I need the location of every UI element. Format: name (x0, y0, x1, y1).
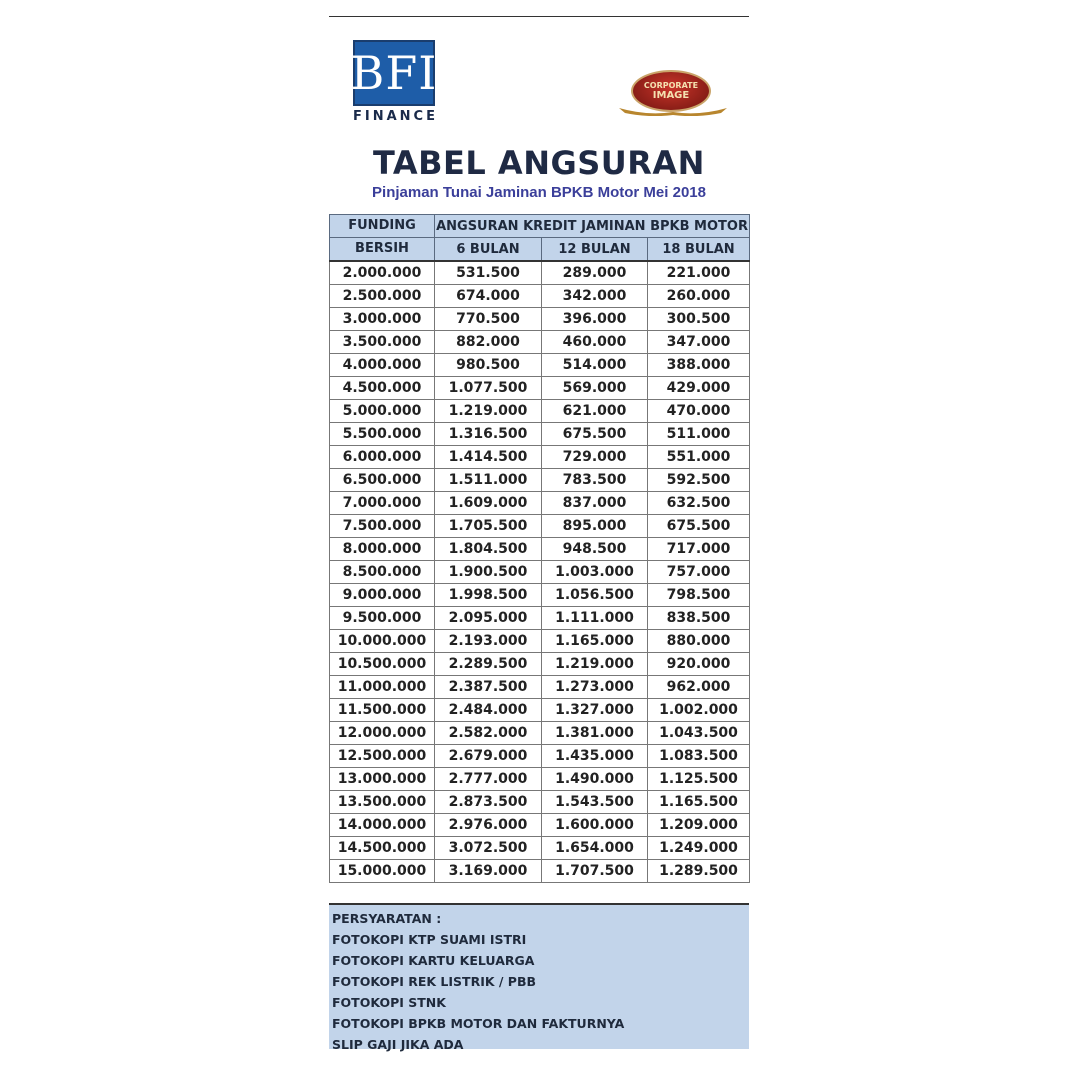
funding-cell: 11.000.000 (330, 676, 435, 699)
installment-cell: 260.000 (648, 285, 750, 308)
installment-cell: 221.000 (648, 261, 750, 285)
installment-cell: 1.327.000 (542, 699, 648, 722)
header-funding-bottom: BERSIH (330, 238, 435, 262)
funding-cell: 4.500.000 (330, 377, 435, 400)
table-row (330, 331, 750, 354)
installment-cell: 980.500 (435, 354, 542, 377)
table-row (330, 745, 750, 768)
table-row (330, 308, 750, 331)
table-row (330, 377, 750, 400)
installment-cell: 962.000 (648, 676, 750, 699)
installment-cell: 1.209.000 (648, 814, 750, 837)
requirement-item: FOTOKOPI KARTU KELUARGA (332, 953, 535, 968)
table-row (330, 791, 750, 814)
installment-cell: 2.387.500 (435, 676, 542, 699)
table-row (330, 492, 750, 515)
installment-cell: 837.000 (542, 492, 648, 515)
table-row (330, 607, 750, 630)
installment-cell: 729.000 (542, 446, 648, 469)
funding-cell: 14.000.000 (330, 814, 435, 837)
table-row (330, 722, 750, 745)
table-row (330, 285, 750, 308)
installment-cell: 1.381.000 (542, 722, 648, 745)
installment-cell: 347.000 (648, 331, 750, 354)
installment-cell: 1.056.500 (542, 584, 648, 607)
funding-cell: 15.000.000 (330, 860, 435, 883)
installment-cell: 798.500 (648, 584, 750, 607)
table-row (330, 676, 750, 699)
table-row (330, 561, 750, 584)
installment-cell: 920.000 (648, 653, 750, 676)
funding-cell: 12.500.000 (330, 745, 435, 768)
installment-cell: 1.998.500 (435, 584, 542, 607)
corporate-image-award-badge (617, 66, 729, 126)
installment-cell: 2.777.000 (435, 768, 542, 791)
funding-cell: 11.500.000 (330, 699, 435, 722)
installment-cell: 2.873.500 (435, 791, 542, 814)
installment-cell: 1.705.500 (435, 515, 542, 538)
requirement-item: FOTOKOPI BPKB MOTOR DAN FAKTURNYA (332, 1016, 625, 1031)
header-group: ANGSURAN KREDIT JAMINAN BPKB MOTOR (435, 215, 750, 238)
installment-cell: 531.500 (435, 261, 542, 285)
installment-cell: 632.500 (648, 492, 750, 515)
funding-cell: 4.000.000 (330, 354, 435, 377)
requirement-item: FOTOKOPI KTP SUAMI ISTRI (332, 932, 527, 947)
installment-cell: 1.804.500 (435, 538, 542, 561)
requirements-box (329, 903, 749, 1052)
installment-cell: 342.000 (542, 285, 648, 308)
table-row (330, 653, 750, 676)
installment-cell: 300.500 (648, 308, 750, 331)
funding-cell: 6.000.000 (330, 446, 435, 469)
installment-cell: 895.000 (542, 515, 648, 538)
installment-cell: 1.043.500 (648, 722, 750, 745)
funding-cell: 5.500.000 (330, 423, 435, 446)
installment-cell: 838.500 (648, 607, 750, 630)
installment-cell: 2.095.000 (435, 607, 542, 630)
table-row (330, 515, 750, 538)
installment-table (329, 214, 750, 883)
installment-cell: 621.000 (542, 400, 648, 423)
installment-cell: 2.193.000 (435, 630, 542, 653)
installment-cell: 1.654.000 (542, 837, 648, 860)
table-row (330, 261, 750, 285)
installment-cell: 1.165.500 (648, 791, 750, 814)
table-row (330, 469, 750, 492)
table-row (330, 400, 750, 423)
installment-cell: 1.111.000 (542, 607, 648, 630)
installment-cell: 470.000 (648, 400, 750, 423)
installment-cell: 2.484.000 (435, 699, 542, 722)
installment-cell: 514.000 (542, 354, 648, 377)
installment-cell: 396.000 (542, 308, 648, 331)
table-row (330, 354, 750, 377)
installment-cell: 1.316.500 (435, 423, 542, 446)
installment-cell: 770.500 (435, 308, 542, 331)
installment-cell: 1.165.000 (542, 630, 648, 653)
page-subtitle: Pinjaman Tunai Jaminan BPKB Motor Mei 2018 (372, 184, 706, 201)
bfi-finance-logo (351, 40, 439, 128)
header-col-6: 6 BULAN (435, 238, 542, 262)
requirements-heading: PERSYARATAN : (332, 911, 442, 926)
installment-cell: 1.219.000 (435, 400, 542, 423)
funding-cell: 2.500.000 (330, 285, 435, 308)
table-row (330, 630, 750, 653)
funding-cell: 2.000.000 (330, 261, 435, 285)
installment-cell: 2.289.500 (435, 653, 542, 676)
installment-cell: 1.490.000 (542, 768, 648, 791)
installment-cell: 1.414.500 (435, 446, 542, 469)
installment-cell: 592.500 (648, 469, 750, 492)
table-body (330, 261, 750, 883)
table-row (330, 814, 750, 837)
installment-cell: 675.500 (542, 423, 648, 446)
funding-cell: 9.000.000 (330, 584, 435, 607)
table-row (330, 446, 750, 469)
top-divider (329, 16, 749, 17)
award-ribbon-icon (617, 104, 729, 116)
header-col-18: 18 BULAN (648, 238, 750, 262)
installment-cell: 289.000 (542, 261, 648, 285)
installment-cell: 1.077.500 (435, 377, 542, 400)
installment-cell: 551.000 (648, 446, 750, 469)
installment-cell: 1.002.000 (648, 699, 750, 722)
funding-cell: 14.500.000 (330, 837, 435, 860)
installment-sheet (329, 16, 749, 1052)
table-row (330, 538, 750, 561)
installment-cell: 1.435.000 (542, 745, 648, 768)
page-title: TABEL ANGSURAN (373, 144, 705, 182)
funding-cell: 8.000.000 (330, 538, 435, 561)
bfi-logo-mark: BFI (353, 40, 435, 106)
installment-cell: 880.000 (648, 630, 750, 653)
installment-cell: 3.169.000 (435, 860, 542, 883)
installment-cell: 1.003.000 (542, 561, 648, 584)
funding-cell: 13.000.000 (330, 768, 435, 791)
installment-cell: 1.289.500 (648, 860, 750, 883)
installment-cell: 1.600.000 (542, 814, 648, 837)
requirement-item: FOTOKOPI REK LISTRIK / PBB (332, 974, 537, 989)
installment-cell: 460.000 (542, 331, 648, 354)
funding-cell: 7.000.000 (330, 492, 435, 515)
table-row (330, 860, 750, 883)
funding-cell: 9.500.000 (330, 607, 435, 630)
funding-cell: 12.000.000 (330, 722, 435, 745)
installment-cell: 1.249.000 (648, 837, 750, 860)
funding-cell: 10.000.000 (330, 630, 435, 653)
table-row (330, 768, 750, 791)
installment-cell: 1.219.000 (542, 653, 648, 676)
installment-cell: 882.000 (435, 331, 542, 354)
table-row (330, 423, 750, 446)
installment-cell: 1.125.500 (648, 768, 750, 791)
funding-cell: 5.000.000 (330, 400, 435, 423)
installment-cell: 717.000 (648, 538, 750, 561)
award-line-1: CORPORATE (643, 81, 699, 90)
header-funding-top: FUNDING (330, 215, 435, 238)
installment-cell: 569.000 (542, 377, 648, 400)
installment-cell: 429.000 (648, 377, 750, 400)
installment-cell: 1.511.000 (435, 469, 542, 492)
table-row (330, 837, 750, 860)
installment-cell: 2.582.000 (435, 722, 542, 745)
installment-cell: 1.083.500 (648, 745, 750, 768)
installment-cell: 1.900.500 (435, 561, 542, 584)
funding-cell: 13.500.000 (330, 791, 435, 814)
installment-cell: 511.000 (648, 423, 750, 446)
installment-cell: 674.000 (435, 285, 542, 308)
installment-cell: 388.000 (648, 354, 750, 377)
bfi-logo-subtext: FINANCE (353, 109, 438, 124)
award-line-2: IMAGE (652, 90, 690, 101)
installment-cell: 1.609.000 (435, 492, 542, 515)
installment-cell: 675.500 (648, 515, 750, 538)
requirement-item: FOTOKOPI STNK (332, 995, 446, 1010)
funding-cell: 8.500.000 (330, 561, 435, 584)
requirement-item: SLIP GAJI JIKA ADA (332, 1037, 464, 1052)
installment-cell: 783.500 (542, 469, 648, 492)
table-row (330, 584, 750, 607)
installment-cell: 3.072.500 (435, 837, 542, 860)
funding-cell: 3.500.000 (330, 331, 435, 354)
header-col-12: 12 BULAN (542, 238, 648, 262)
funding-cell: 6.500.000 (330, 469, 435, 492)
installment-cell: 2.976.000 (435, 814, 542, 837)
installment-cell: 1.707.500 (542, 860, 648, 883)
funding-cell: 3.000.000 (330, 308, 435, 331)
funding-cell: 10.500.000 (330, 653, 435, 676)
installment-cell: 948.500 (542, 538, 648, 561)
installment-cell: 1.273.000 (542, 676, 648, 699)
funding-cell: 7.500.000 (330, 515, 435, 538)
installment-cell: 757.000 (648, 561, 750, 584)
installment-cell: 2.679.000 (435, 745, 542, 768)
table-row (330, 699, 750, 722)
installment-cell: 1.543.500 (542, 791, 648, 814)
